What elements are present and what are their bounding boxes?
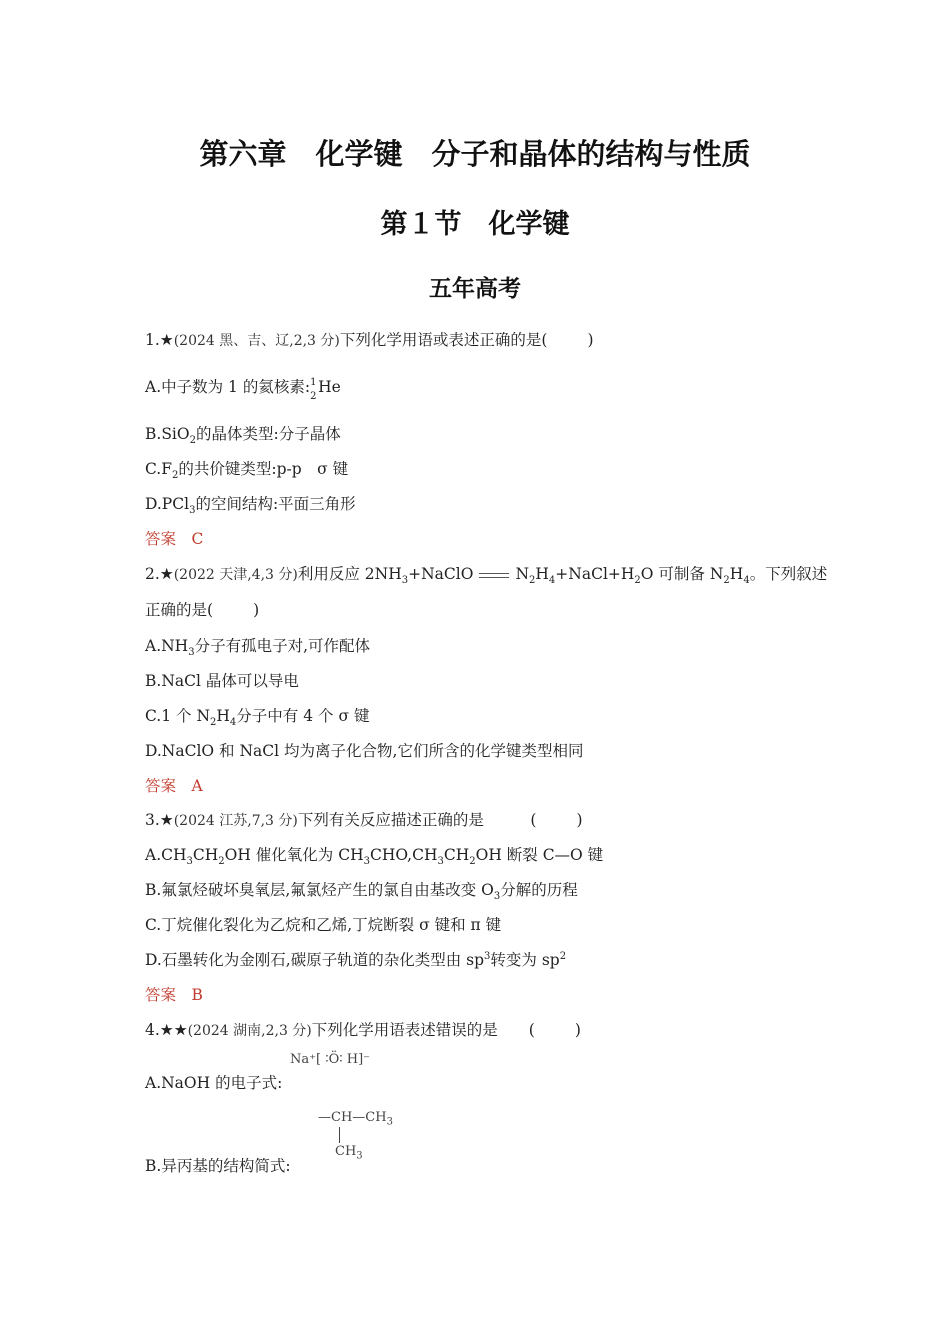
question-3-option-d: D.石墨转化为金刚石,碳原子轨道的杂化类型由 $sp^3$转变为 $sp^2$ [145, 950, 567, 969]
difficulty-star-icon: ★★ [159, 1021, 188, 1039]
question-1-stem: 1.★(2024 黑、吉、辽,2,3 分)下列化学用语或表述正确的是( ) [145, 331, 594, 349]
difficulty-star-icon: ★ [159, 565, 174, 583]
question-3-option-c: C.丁烷催化裂化为乙烷和乙烯,丁烷断裂 σ 键和 π 键 [145, 916, 502, 934]
subsection-title: 五年高考 [429, 276, 521, 302]
question-4-option-a: A.NaOH 的电子式: [145, 1074, 283, 1092]
question-2-option-c: C.1 个 $N_2H_4$分子中有 4 个 σ 键 [145, 707, 370, 729]
question-3-option-a: $A.CH_3CH_2OH$ 催化氧化为 $CH_3CHO,CH_3CH_2OH$ 断裂 C—O 键 [145, 846, 604, 868]
question-1-option-d: D.PCl$_3$的空间结构:平面三角形 [145, 495, 356, 517]
question-2-option-d: D.NaClO 和 NaCl 均为离子化合物,它们所含的化学键类型相同 [145, 742, 584, 760]
question-2-stem: 2.★(2022 天津,4,3 分)利用反应 $2NH_3+NaClO$ $N_2H_4+NaCl+H_2O$ 可制备 $N_2H_4$。下列叙述 [145, 565, 828, 587]
question-3-answer: 答案 B [145, 986, 203, 1004]
question-2-stem-cont: 正确的是( ) [145, 601, 260, 619]
question-1-answer: 答案 C [145, 530, 204, 548]
isopropyl-formula-bottom: $CH_3$ [335, 1144, 363, 1162]
chapter-title: 第六章 化学键 分子和晶体的结构与性质 [199, 137, 751, 171]
question-3-option-b: B.氟氯烃破坏臭氧层,氟氯烃产生的氯自由基改变 $O_3$分解的历程 [145, 881, 578, 903]
naoh-electron-formula: Na⁺[ ∶Ö∶ H]⁻ [290, 1052, 371, 1067]
question-3-stem: 3.★(2024 江苏,7,3 分)下列有关反应描述正确的是 ( ) [145, 811, 583, 829]
isopropyl-formula-top: $—CH—CH_3$ [318, 1110, 393, 1128]
difficulty-star-icon: ★ [159, 811, 174, 829]
difficulty-star-icon: ★ [159, 331, 174, 349]
question-1-option-c: $C.F_2$的共价键类型:p-p σ 键 [145, 460, 349, 482]
question-2-answer: 答案 A [145, 777, 203, 795]
reaction-equals-icon [479, 573, 509, 578]
question-4-option-b: B.异丙基的结构简式: [145, 1157, 291, 1175]
question-4-stem: 4.★★(2024 湖南,2,3 分)下列化学用语表述错误的是 ( ) [145, 1021, 581, 1039]
question-1-option-a: A.中子数为 1 的氦核素: 1 2 He [145, 377, 341, 402]
isopropyl-bond-line [339, 1127, 340, 1143]
question-2-option-a: $A.NH_3$分子有孤电子对,可作配体 [145, 637, 371, 659]
section-title: 第１节 化学键 [380, 209, 570, 240]
question-1-option-b: B.SiO$_2$的晶体类型:分子晶体 [145, 425, 341, 447]
question-2-option-b: B.NaCl 晶体可以导电 [145, 672, 299, 690]
